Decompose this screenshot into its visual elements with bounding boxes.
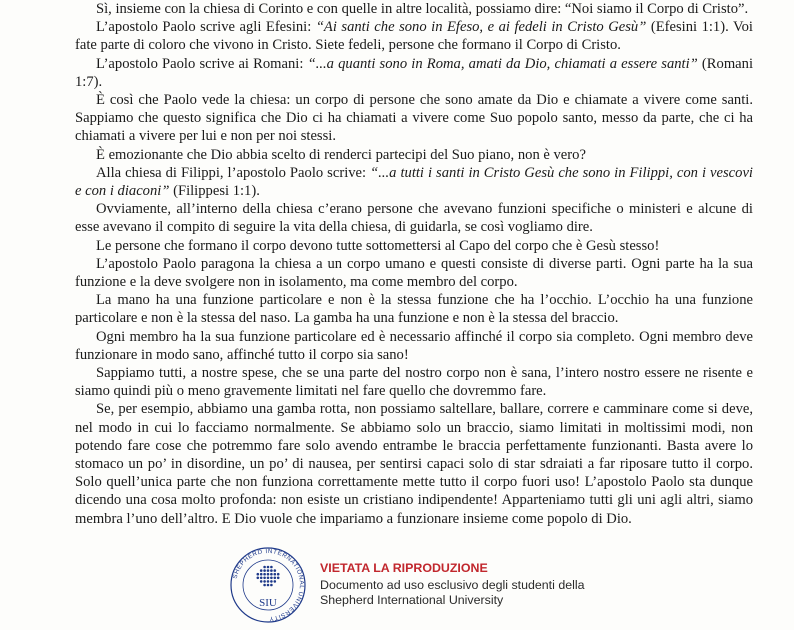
paragraph-text: L’apostolo Paolo scrive agli Efesini: [96, 19, 316, 36]
body-text [75, 0, 753, 528]
logo-dot [270, 580, 273, 583]
paragraph [75, 364, 753, 400]
paragraph-text: La mano ha una funzione particolare e non è la stessa funzione che ha l’occhio. L’occhio ha una funzione particolare e non è la stessa del naso. La gamba ha una funzione e non è la stessa del braccio. [75, 292, 753, 327]
logo-dot [270, 569, 273, 572]
paragraph [75, 291, 753, 327]
footer-line-1: Documento ad uso esclusivo degli studenti della [320, 577, 585, 592]
logo-dot [260, 569, 263, 572]
logo-dot [257, 573, 260, 576]
quote-text: “...a quanti sono in Roma, amati da Dio, chiamati a essere santi” [307, 55, 698, 72]
logo-dot [260, 573, 263, 576]
logo-dot [274, 580, 277, 583]
paragraph-text: Sappiamo tutti, a nostre spese, che se una parte del nostro corpo non è sana, l’intero nostro essere ne risente e siamo quindi più o meno gravemente limitati nel fare quello che dovremmo fare. [75, 365, 753, 400]
paragraph-text: (Filippesi 1:1). [169, 183, 260, 200]
logo-dot [260, 580, 263, 583]
logo-dot [270, 566, 273, 569]
paragraph [75, 18, 753, 54]
logo-abbr: SIU [259, 597, 277, 609]
paragraph [75, 200, 753, 236]
quote-text: “...a tutti i santi in Cristo Gesù che sono in Filippi, con i vescovi e con i diaconi” [75, 164, 753, 200]
logo-dot [263, 573, 266, 576]
university-logo [228, 545, 308, 625]
logo-dot [267, 577, 270, 580]
logo-dot [270, 584, 273, 587]
paragraph-text: Alla chiesa di Filippi, l’apostolo Paolo scrive: [96, 164, 371, 181]
footer-text [320, 561, 585, 609]
logo-dot [260, 577, 263, 580]
logo-dot [267, 584, 270, 587]
paragraph [75, 146, 753, 164]
paragraph-text: Ogni membro ha la sua funzione particolare ed è necessario affinché il corpo sia completo. Ogni membro deve funzionare in modo sano, affinché tutto il corpo sia sano! [75, 328, 753, 363]
logo-dot [263, 569, 266, 572]
paragraph [75, 400, 753, 527]
paragraph-text: (Efesini 1:1). Voi fate parte di coloro che vivono in Cristo. Siete fedeli, persone che formano il Corpo di Cristo. [75, 19, 753, 54]
logo-dot [263, 580, 266, 583]
logo-dot [274, 573, 277, 576]
footer-title: VIETATA LA RIPRODUZIONE [320, 561, 488, 575]
paragraph-text: (Romani 1:7). [75, 55, 753, 90]
paragraph-text: È emozionante che Dio abbia scelto di renderci partecipi del Suo piano, non è vero? [96, 146, 586, 163]
paragraph-text: Se, per esempio, abbiamo una gamba rotta, non possiamo saltellare, ballare, correre e camminare come si deve, nel modo in cui lo facciamo normalmente. Se abbiamo solo un braccio, siamo limitati in moltissimi modi, non potendo fare cose che potremmo fare solo avendo entrambe le braccia perfettamente funzionanti. Basta avere lo stomaco un po’ in disordine, un po’ di nausea, per sentirsi capaci solo di star sdraiati a far riposare tutto il corpo. Solo quell’unica parte che non funziona correttamente mette tutto il corpo fuori uso! L’apostolo Paolo sta dunque dicendo una cosa molto profonda: non esiste un cristiano indipendente! Apparteniamo tutti gli uni agli altri, siamo membra l’uno dell’altro. E Dio vuole che impariamo a funzionare insieme come popolo di Dio. [75, 401, 753, 527]
paragraph-text: È così che Paolo vede la chiesa: un corpo di persone che sono amate da Dio e chiamate a vivere come santi. Sappiamo che questo significa che Dio ci ha chiamati a vivere come Suo popolo santo, messo da parte, che ci ha chiamati a vivere per lui e non per noi stessi. [75, 92, 753, 145]
paragraph [75, 255, 753, 291]
logo-dot [267, 569, 270, 572]
logo-dot [277, 577, 280, 580]
paragraph [75, 0, 753, 18]
logo-dot [267, 580, 270, 583]
logo-dot [270, 573, 273, 576]
paragraph-text: Sì, insieme con la chiesa di Corinto e con quelle in altre località, possiamo dire: “Noi siamo il Corpo di Cristo”. [96, 1, 749, 17]
paragraph-text: L’apostolo Paolo paragona la chiesa a un corpo umano e questi consiste di diverse parti. Ogni parte ha la sua funzione e la deve svolgere non in isolamento, ma come membro del corpo. [75, 255, 753, 291]
footer-line-2: Shepherd International University [320, 593, 504, 607]
paragraph [75, 237, 753, 255]
logo-dot [257, 577, 260, 580]
logo-dot [263, 584, 266, 587]
paragraph-text: Ovviamente, all’interno della chiesa c’erano persone che avevano funzioni specifiche o ministeri e alcune di esse avevano il compito di seguire la vita della chiesa, di guidarla, se così vogliamo dire. [75, 201, 753, 236]
paragraph [75, 55, 753, 91]
logo-ring-text: SHEPHERD INTERNATIONAL UNIVERSITY [231, 547, 306, 623]
paragraph [75, 328, 753, 364]
copyright-footer [228, 545, 628, 625]
quote-text: “Ai santi che sono in Efeso, e ai fedeli in Cristo Gesù” [315, 19, 647, 36]
logo-dot [267, 573, 270, 576]
paragraph [75, 91, 753, 146]
logo-dot [263, 566, 266, 569]
logo-dot [267, 566, 270, 569]
paragraph-text: Le persone che formano il corpo devono tutte sottomettersi al Capo del corpo che è Gesù stesso! [96, 237, 660, 254]
paragraph-text: L’apostolo Paolo scrive ai Romani: [96, 55, 308, 72]
logo-dot [270, 577, 273, 580]
logo-dot [277, 573, 280, 576]
logo-dot [263, 577, 266, 580]
paragraph [75, 164, 753, 200]
logo-dot [274, 569, 277, 572]
logo-dot [274, 577, 277, 580]
